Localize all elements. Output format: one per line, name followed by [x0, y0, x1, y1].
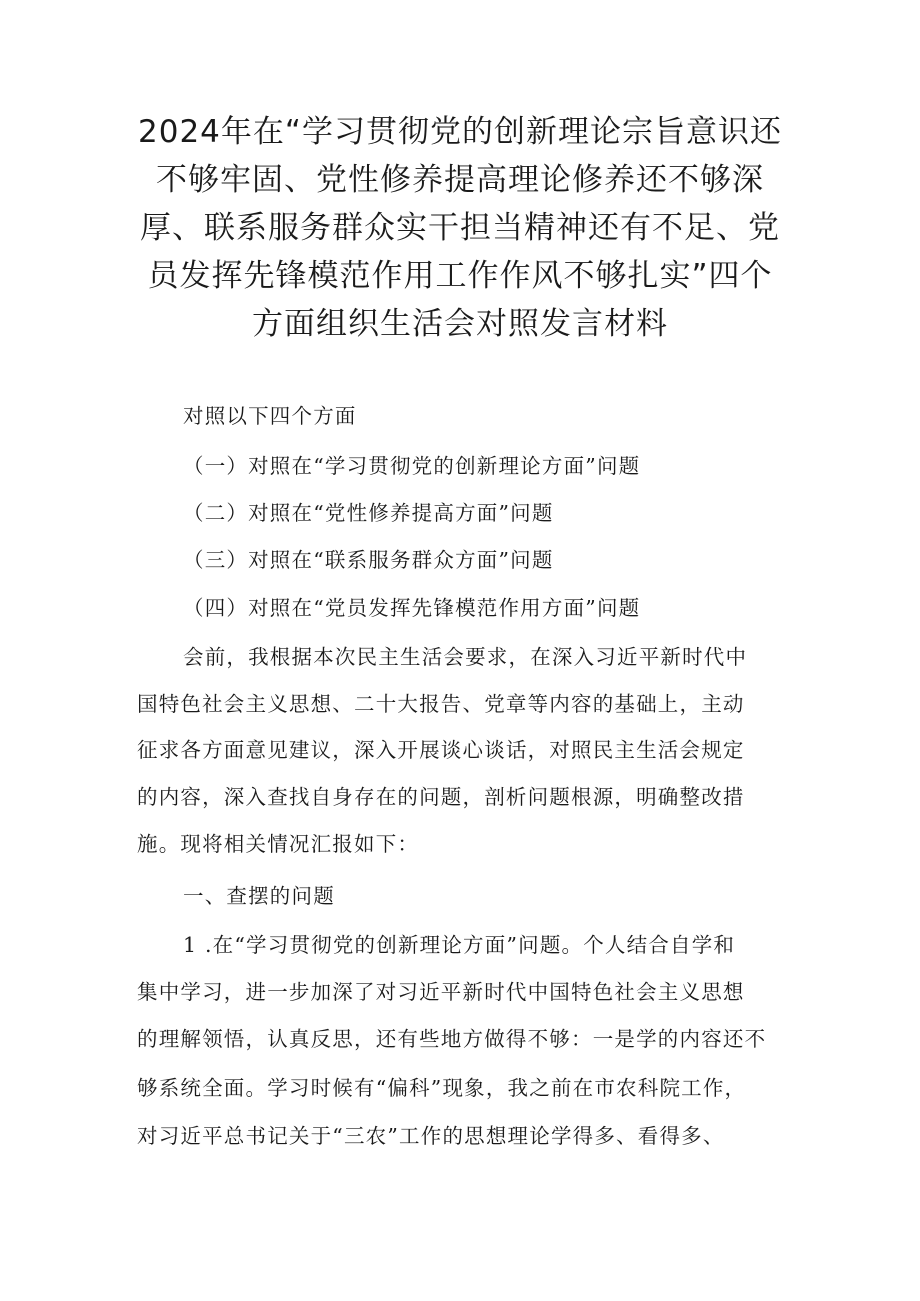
section-line: 1 .在“学习贯彻党的创新理论方面”问题。个人结合自学和 — [183, 933, 736, 957]
title-line: 员发挥先锋模范作用工作作风不够扎实”四个 — [147, 258, 773, 294]
preface-line: 的内容，深入查找自身存在的问题，剖析问题根源，明确整改措 — [137, 785, 745, 809]
aspects-intro: 对照以下四个方面 — [183, 404, 357, 428]
aspect-item-3: （三）对照在“联系服务群众方面”问题 — [183, 548, 554, 572]
section-line: 的理解领悟，认真反思，还有些地方做得不够：一是学的内容还不 — [137, 1027, 767, 1051]
aspect-item-1: （一）对照在“学习贯彻党的创新理论方面”问题 — [183, 454, 641, 478]
preface-line: 征求各方面意见建议，深入开展谈心谈话，对照民主生活会规定 — [137, 738, 745, 762]
section-line: 集中学习，进一步加深了对习近平新时代中国特色社会主义思想 — [137, 980, 745, 1004]
title-line: 2024年在“学习贯彻党的创新理论宗旨意识还 — [138, 114, 782, 150]
document-title — [130, 108, 790, 348]
aspect-item-2: （二）对照在“党性修养提高方面”问题 — [183, 501, 554, 525]
section-line: 够系统全面。学习时候有“偏科”现象，我之前在市农科院工作， — [137, 1076, 747, 1100]
preface-line: 会前，我根据本次民主生活会要求，在深入习近平新时代中 — [183, 645, 748, 669]
title-line: 方面组织生活会对照发言材料 — [252, 306, 668, 342]
preface-line: 施。现将相关情况汇报如下： — [137, 832, 420, 856]
aspect-item-4: （四）对照在“党员发挥先锋模范作用方面”问题 — [183, 596, 641, 620]
title-line: 厚、联系服务群众实干担当精神还有不足、党 — [140, 210, 780, 246]
title-line: 不够牢固、党性修养提高理论修养还不够深 — [156, 162, 764, 198]
section-heading: 一、查摆的问题 — [183, 884, 335, 908]
section-line: 对习近平总书记关于“三农”工作的思想理论学得多、看得多、 — [137, 1124, 725, 1148]
preface-line: 国特色社会主义思想、二十大报告、党章等内容的基础上，主动 — [137, 692, 745, 716]
